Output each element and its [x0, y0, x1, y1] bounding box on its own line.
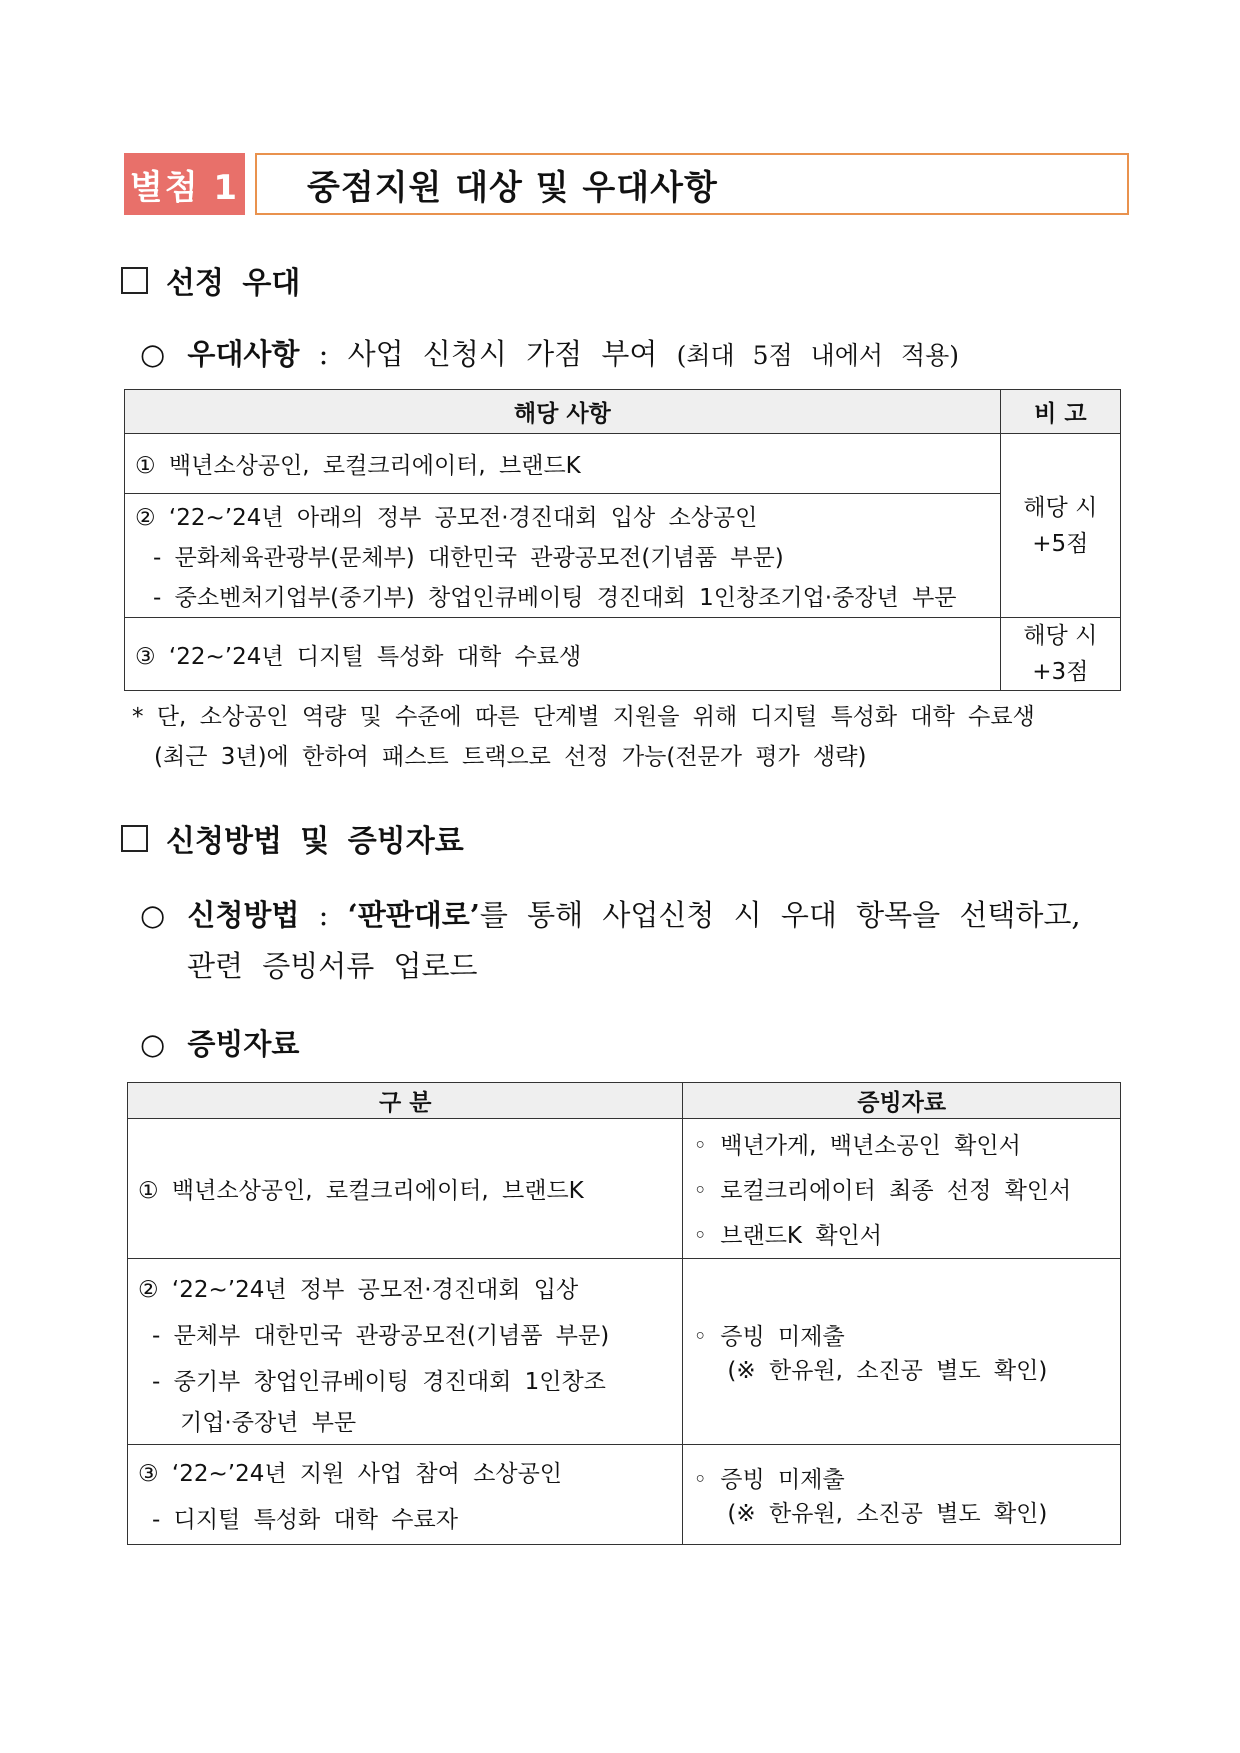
bullet-text: 사업 신청시 가점 부여: [347, 337, 658, 371]
circle-bullet-icon: ○: [140, 337, 166, 371]
section-heading-selection: [121, 258, 300, 302]
bullet-label: 우대사항: [187, 337, 300, 371]
note-line: (최근 3년)에 한하여 패스트 트랙으로 선정 가능(전문가 평가 생략): [154, 744, 867, 770]
row-text: ① 백년소상공인, 로컬크리에이터, 브랜드K: [138, 1178, 584, 1204]
evidence-item: ◦ 브랜드K 확인서: [693, 1223, 882, 1249]
row-text: ③ ‘22~’24년 지원 사업 참여 소상공인: [138, 1461, 562, 1487]
row-subtext: - 중소벤처기업부(중기부) 창업인큐베이팅 경진대회 1인창조기업·중장년 부문: [153, 585, 957, 611]
page-title: 중점지원 대상 및 우대사항: [255, 153, 1129, 215]
bullet-note: (최대 5점 내에서 적용): [676, 341, 960, 370]
row-text: ② ‘22~’24년 정부 공모전·경진대회 입상: [138, 1277, 579, 1303]
evidence-table: [127, 1082, 1121, 1545]
row-text: ③ ‘22~’24년 디지털 특성화 대학 수료생: [135, 643, 582, 670]
table-row: [125, 494, 1001, 618]
row-subtext: - 중기부 창업인큐베이팅 경진대회 1인창조: [152, 1369, 606, 1395]
header-category: 구 분: [128, 1083, 683, 1119]
circle-bullet-icon: ○: [140, 898, 166, 932]
remark-cell: [1000, 434, 1120, 618]
square-checkbox-icon: [121, 825, 148, 852]
remark-line: +3점: [1032, 659, 1089, 685]
note-line: * 단, 소상공인 역량 및 수준에 따른 단계별 지원을 위해 디지털 특성화 대학 수료생: [132, 704, 1035, 730]
evidence-item: ◦ 로컬크리에이터 최종 선정 확인서: [693, 1178, 1072, 1204]
bullet-preference: [140, 332, 959, 373]
table-row: [128, 1445, 683, 1545]
section-heading-text: 선정 우대: [166, 266, 301, 301]
row-subtext: 기업·중장년 부문: [180, 1410, 357, 1436]
remark-cell: [1000, 618, 1120, 691]
evidence-cell: [683, 1259, 1121, 1445]
bullet-label: 증빙자료: [187, 1027, 300, 1061]
remark-line: 해당 시: [1023, 623, 1098, 649]
evidence-item: ◦ 증빙 미제출: [693, 1467, 845, 1493]
evidence-item: ◦ 백년가게, 백년소공인 확인서: [693, 1133, 1021, 1159]
bullet-evidence: [140, 1022, 299, 1063]
section-heading-text: 신청방법 및 증빙자료: [166, 824, 464, 859]
bullet-text: 를 통해 사업신청 시 우대 항목을 선택하고,: [479, 898, 1081, 932]
bullet-label: 신청방법: [187, 898, 300, 932]
evidence-item: ◦ 증빙 미제출: [693, 1324, 845, 1350]
header-remark: 비 고: [1000, 390, 1120, 434]
row-subtext: - 문화체육관광부(문체부) 대한민국 관광공모전(기념품 부문): [153, 545, 784, 571]
evidence-note: (※ 한유원, 소진공 별도 확인): [727, 1501, 1048, 1527]
row-subtext: - 문체부 대한민국 관광공모전(기념품 부문): [152, 1323, 610, 1349]
table-row: [128, 1119, 683, 1259]
preference-table: [124, 389, 1121, 691]
table-row: [125, 434, 1001, 494]
bullet-method-cont: 관련 증빙서류 업로드: [187, 949, 478, 983]
remark-line: +5점: [1032, 530, 1089, 557]
remark-line: 해당 시: [1023, 494, 1098, 521]
title-row: [124, 153, 1129, 215]
bullet-separator: :: [318, 337, 329, 371]
platform-name: ‘판판대로’: [347, 898, 480, 932]
header-evidence: 증빙자료: [683, 1083, 1121, 1119]
fast-track-note: [132, 697, 1035, 777]
evidence-cell: [683, 1445, 1121, 1545]
evidence-note: (※ 한유원, 소진공 별도 확인): [727, 1358, 1048, 1384]
header-applicable-item: 해당 사항: [125, 390, 1001, 434]
attachment-badge: 별첨 1: [124, 153, 245, 215]
square-checkbox-icon: [121, 267, 148, 294]
row-subtext: - 디지털 특성화 대학 수료자: [152, 1507, 458, 1533]
bullet-method: [140, 893, 1081, 934]
table-row: [125, 618, 1001, 691]
table-row: [128, 1259, 683, 1445]
row-text: ① 백년소상공인, 로컬크리에이터, 브랜드K: [135, 453, 581, 479]
section-heading-application: [121, 816, 464, 860]
evidence-cell: [683, 1119, 1121, 1259]
bullet-separator: :: [318, 898, 329, 932]
row-text: ② ‘22~’24년 아래의 정부 공모전·경진대회 입상 소상공인: [135, 505, 758, 531]
circle-bullet-icon: ○: [140, 1027, 166, 1061]
